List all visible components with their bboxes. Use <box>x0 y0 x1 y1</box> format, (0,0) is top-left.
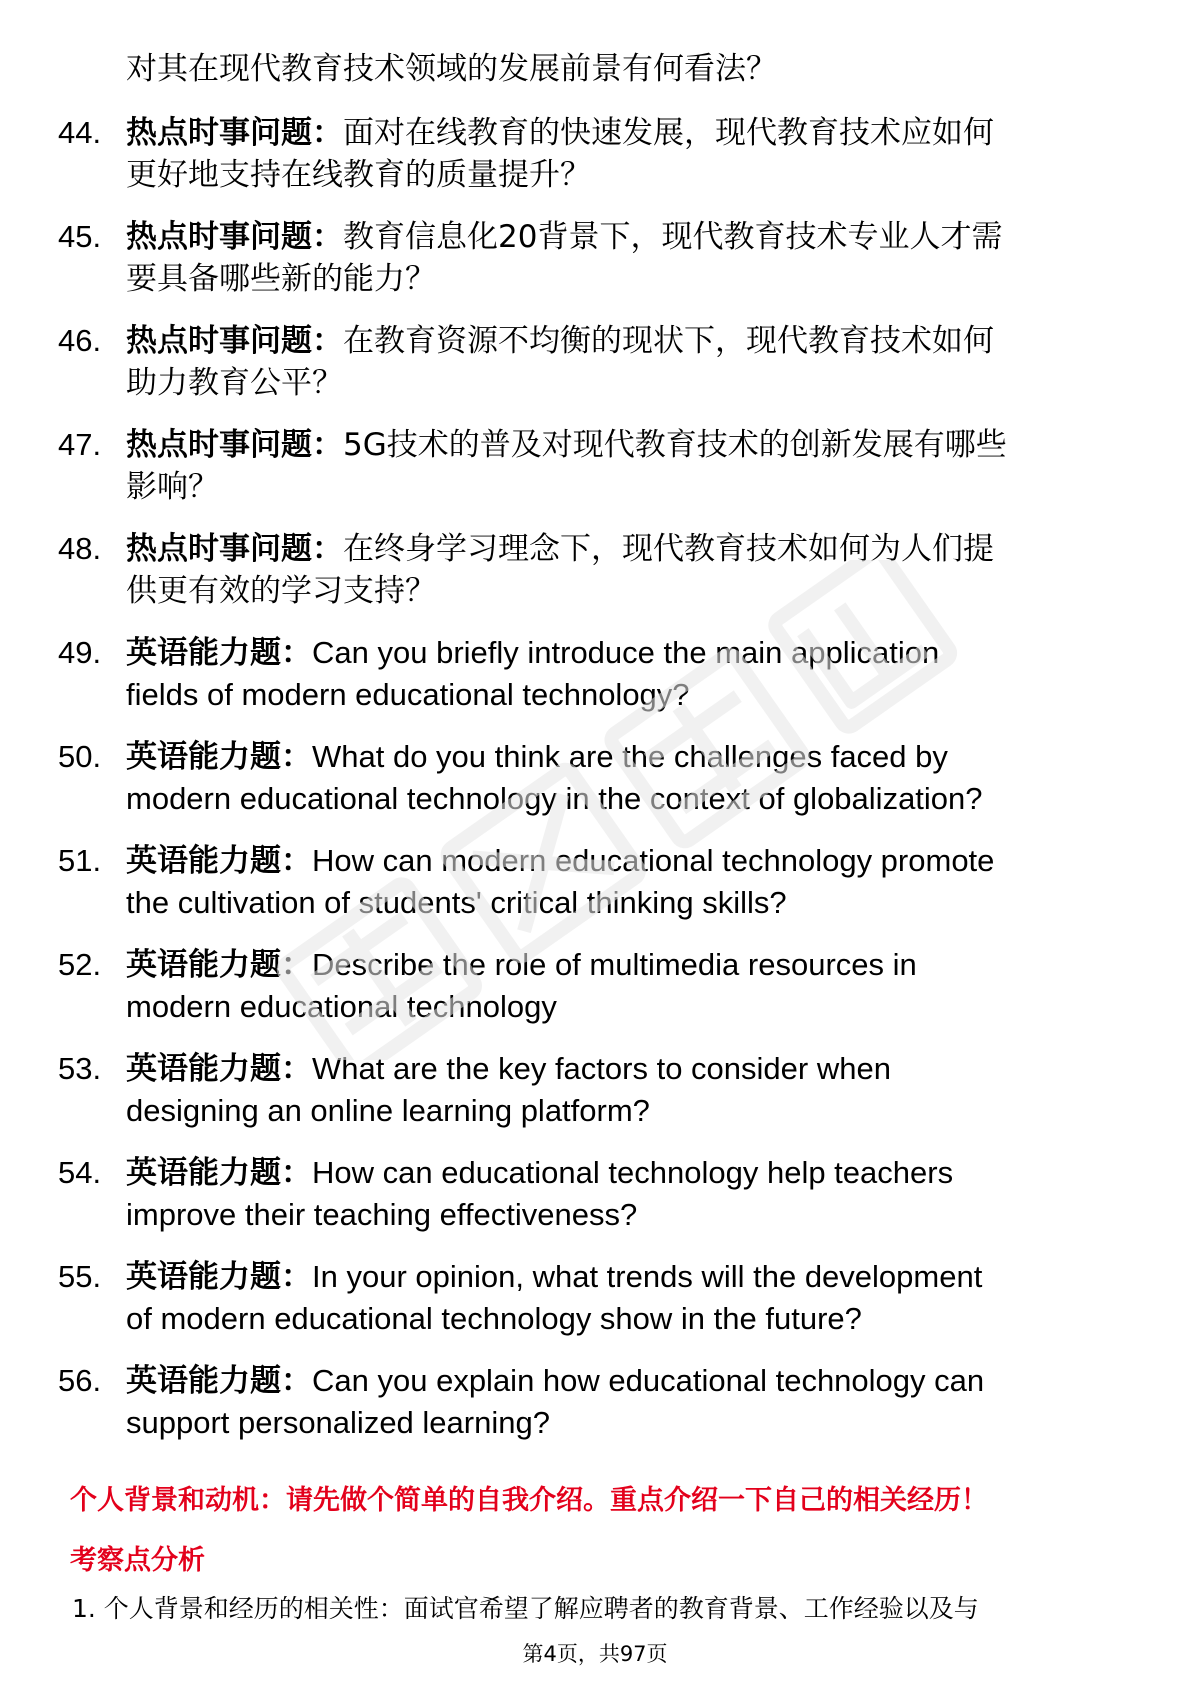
question-text-line1: 5G技术的普及对现代教育技术的创新发展有哪些 <box>343 427 1007 463</box>
question-number: 45. <box>58 219 102 254</box>
question-text-line2: 供更有效的学习支持？ <box>126 573 436 609</box>
question-category: 英语能力题： <box>126 1051 312 1087</box>
question-item-50 <box>58 736 1138 820</box>
question-number: 53. <box>58 1051 102 1086</box>
question-item-52 <box>58 944 1138 1028</box>
question-number: 47. <box>58 427 102 462</box>
question-category: 热点时事问题： <box>126 323 343 359</box>
question-category: 热点时事问题： <box>126 115 343 151</box>
question-number: 56. <box>58 1363 102 1398</box>
question-item-54 <box>58 1152 1138 1236</box>
question-text-line1: 在终身学习理念下，现代教育技术如何为人们提 <box>343 531 994 567</box>
question-text-line1: What do you think are the challenges faced by <box>312 739 948 774</box>
question-item-46 <box>58 320 1138 404</box>
question-category: 英语能力题： <box>126 1259 312 1295</box>
question-number: 55. <box>58 1259 102 1294</box>
analysis-point-1: 1. 个人背景和经历的相关性：面试官希望了解应聘者的教育背景、工作经验以及与 <box>72 1594 979 1623</box>
question-number: 54. <box>58 1155 102 1190</box>
question-text-line1: What are the key factors to consider when <box>312 1051 891 1086</box>
analysis-heading: 考察点分析 <box>70 1545 205 1576</box>
question-number: 44. <box>58 115 102 150</box>
question-text-line2: fields of modern educational technology? <box>126 677 690 712</box>
question-number: 52. <box>58 947 102 982</box>
question-text-line1: 教育信息化20背景下，现代教育技术专业人才需 <box>343 219 1003 255</box>
question-number: 51. <box>58 843 102 878</box>
question-list <box>58 112 1138 1464</box>
question-item-53 <box>58 1048 1138 1132</box>
question-text-line1: Can you briefly introduce the main application <box>312 635 940 670</box>
page-footer: 第4页，共97页 <box>522 1642 668 1666</box>
question-text-line2: 助力教育公平？ <box>126 365 343 401</box>
question-category: 热点时事问题： <box>126 427 343 463</box>
question-category: 英语能力题： <box>126 843 312 879</box>
question-text-line2: support personalized learning? <box>126 1405 550 1440</box>
question-text-line2: designing an online learning platform? <box>126 1093 650 1128</box>
question-text-line1: Describe the role of multimedia resources in <box>312 947 917 982</box>
question-category: 热点时事问题： <box>126 531 343 567</box>
question-category: 英语能力题： <box>126 739 312 775</box>
question-text-line2: the cultivation of students' critical thinking skills? <box>126 885 787 920</box>
question-category: 英语能力题： <box>126 635 312 671</box>
question-text-line1: Can you explain how educational technology can <box>312 1363 985 1398</box>
question-text-line2: modern educational technology <box>126 989 557 1024</box>
question-category: 热点时事问题： <box>126 219 343 255</box>
question-number: 48. <box>58 531 102 566</box>
question-item-55 <box>58 1256 1138 1340</box>
question-item-48 <box>58 528 1138 612</box>
section-heading: 个人背景和动机：请先做个简单的自我介绍。重点介绍一下自己的相关经历！ <box>70 1485 988 1516</box>
question-text-line2: modern educational technology in the context of globalization? <box>126 781 983 816</box>
question-number: 46. <box>58 323 102 358</box>
question-text-line1: 面对在线教育的快速发展，现代教育技术应如何 <box>343 115 994 151</box>
question-text-line2: 影响？ <box>126 469 219 505</box>
question-number: 50. <box>58 739 102 774</box>
question-text-line2: 更好地支持在线教育的质量提升？ <box>126 157 591 193</box>
question-category: 英语能力题： <box>126 947 312 983</box>
question-text-line1: How can educational technology help teachers <box>312 1155 954 1190</box>
question-item-51 <box>58 840 1138 924</box>
question-item-44 <box>58 112 1138 196</box>
question-category: 英语能力题： <box>126 1363 312 1399</box>
question-number: 49. <box>58 635 102 670</box>
question-item-56 <box>58 1360 1138 1444</box>
question-item-47 <box>58 424 1138 508</box>
question-category: 英语能力题： <box>126 1155 312 1191</box>
question-text-line1: In your opinion, what trends will the development <box>312 1259 983 1294</box>
question-text-line2: of modern educational technology show in the future? <box>126 1301 862 1336</box>
question-text-line2: improve their teaching effectiveness? <box>126 1197 638 1232</box>
question-text-line1: 在教育资源不均衡的现状下，现代教育技术如何 <box>343 323 994 359</box>
question-text-line2: 要具备哪些新的能力？ <box>126 261 436 297</box>
question-item-49 <box>58 632 1138 716</box>
question-text-line1: How can modern educational technology promote <box>312 843 995 878</box>
question-item-45 <box>58 216 1138 300</box>
question-continuation-line: 对其在现代教育技术领域的发展前景有何看法？ <box>126 51 777 87</box>
